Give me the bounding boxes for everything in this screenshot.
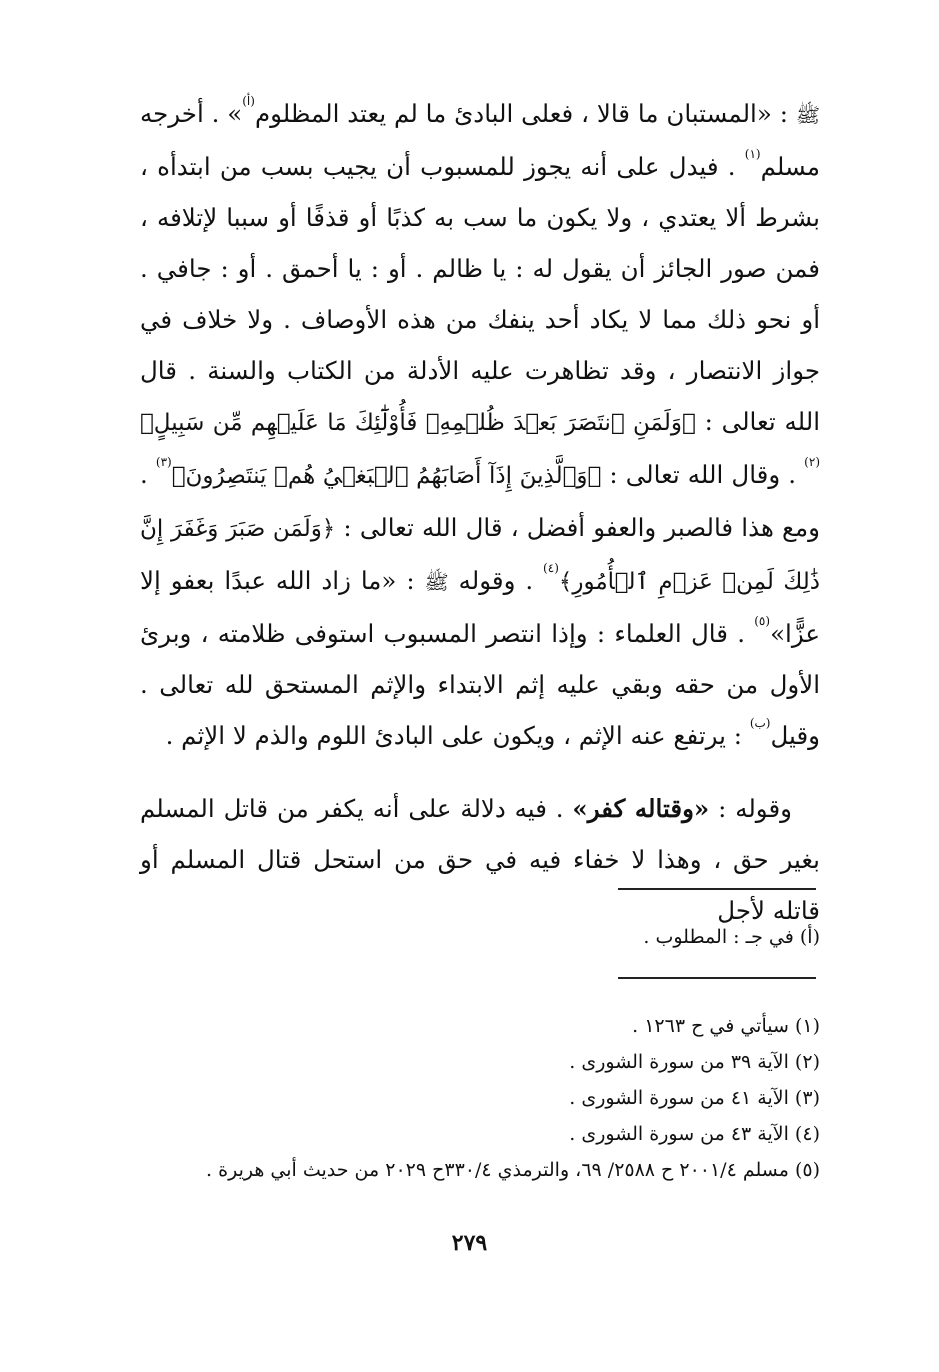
footnote-separator-line xyxy=(618,977,816,979)
footnote-2: (٢) الآية ٣٩ من سورة الشورى . xyxy=(569,1051,820,1073)
footnote-ref-2: (٢) xyxy=(804,455,820,469)
footnote-ref-5: (٥) xyxy=(754,614,771,628)
footnote-ref-4: (٤) xyxy=(543,561,559,575)
footnote-3: (٣) الآية ٤١ من سورة الشورى . xyxy=(569,1087,820,1109)
page-number: ٢٧٩ xyxy=(451,1230,488,1256)
footnote-1: (١) سيأتي في ح ١٢٦٣ . xyxy=(632,1015,820,1037)
variant-separator-line xyxy=(618,888,816,890)
text-segment: : يرتفع عنه الإثم ، ويكون على البادئ اللوم والذم لا الإثم . xyxy=(165,721,750,750)
text-segment: . وقال الله تعالى : xyxy=(601,460,805,489)
footnote-4: (٤) الآية ٤٣ من سورة الشورى . xyxy=(569,1123,820,1145)
paragraph-2-lead: وقوله : xyxy=(709,794,792,823)
text-segment: . فيدل على أنه يجوز للمسبوب أن يجيب بسب من ابتدأه ، بشرط ألا يعتدي ، ولا يكون ما سب به كذبًا أو قذفًا أو سببا لإتلافه ، فمن صور الجائز أن يقول له : يا ظالم . أو : يا أحمق . أو : جافي . أو نحو ذلك مما لا يكاد أحد ينفك من هذه الأوصاف . ولا خلاف في جواز الانتصار ، وقد تظاهرت عليه الأدلة من الكتاب والسنة . قال الله تعالى : xyxy=(140,152,820,436)
footnote-ref-3: (٣) xyxy=(155,455,172,469)
text-segment: . قال العلماء : وإذا انتصر المسبوب استوفى ظلامته ، وبرئ الأول من حقه وبقي عليه إثم الابتداء والإثم المستحق لله تعالى . وقيل xyxy=(140,619,820,750)
paragraph-2-rest: . فيه دلالة على أنه يكفر من قاتل المسلم بغير حق ، وهذا لا خفاء فيه في حق من استحل قتال المسلم أو قاتله لأجل xyxy=(140,794,820,925)
variant-note: (أ) في جـ : المطلوب . xyxy=(643,926,820,948)
salutation-symbol: ﷺ xyxy=(795,103,820,127)
footnote-ref-1: (١) xyxy=(744,147,761,161)
footnotes-list xyxy=(140,1008,820,1188)
quran-verse-2: ﴿وَٱلَّذِينَ إِذَآ أَصَابَهُمُ ٱلۡبَغۡيُ هُمۡ يَنتَصِرُونَ﴾ xyxy=(171,463,602,489)
hadith-quote-bold: «وقتاله كفر» xyxy=(572,794,710,823)
main-text xyxy=(140,88,820,936)
quran-verse-1: ﴿وَلَمَنِ ٱنتَصَرَ بَعۡدَ ظُلۡمِهِۦ فَأُوْلَٰٓئِكَ مَا عَلَيۡهِم مِّن سَبِيلٍ﴾ xyxy=(140,410,696,436)
text-segment: » . أخرجه مسلم xyxy=(140,99,820,181)
paragraph-2 xyxy=(140,783,820,936)
text-segment: . ومع هذا فالصبر والعفو أفضل ، قال الله تعالى : xyxy=(140,460,821,542)
text-segment: . وقوله xyxy=(448,566,544,595)
text-segment: : «المستبان ما قالا ، فعلى البادئ ما لم يعتد المظلوم xyxy=(254,99,796,128)
text-segment: : «ما زاد الله عبدًا بعفو إلا عزًّا» xyxy=(140,566,820,648)
footnote-5: (٥) مسلم ٢٠٠١/٤ ح ٢٥٨٨/ ٦٩، والترمذي ٣٣٠/٤ح ٢٠٢٩ من حديث أبي هريرة . xyxy=(206,1159,820,1181)
paragraph-1 xyxy=(140,88,820,761)
variant-ref-a: (أ) xyxy=(242,94,255,108)
salutation-symbol: ﷺ xyxy=(424,570,449,594)
quran-verse-3: ﴿وَلَمَن صَبَرَ وَغَفَرَ إِنَّ ذَٰلِكَ لَمِنۡ عَزۡمِ ٱلۡأُمُورِ﴾ xyxy=(140,516,821,595)
variant-ref-b: (ب) xyxy=(749,716,771,730)
